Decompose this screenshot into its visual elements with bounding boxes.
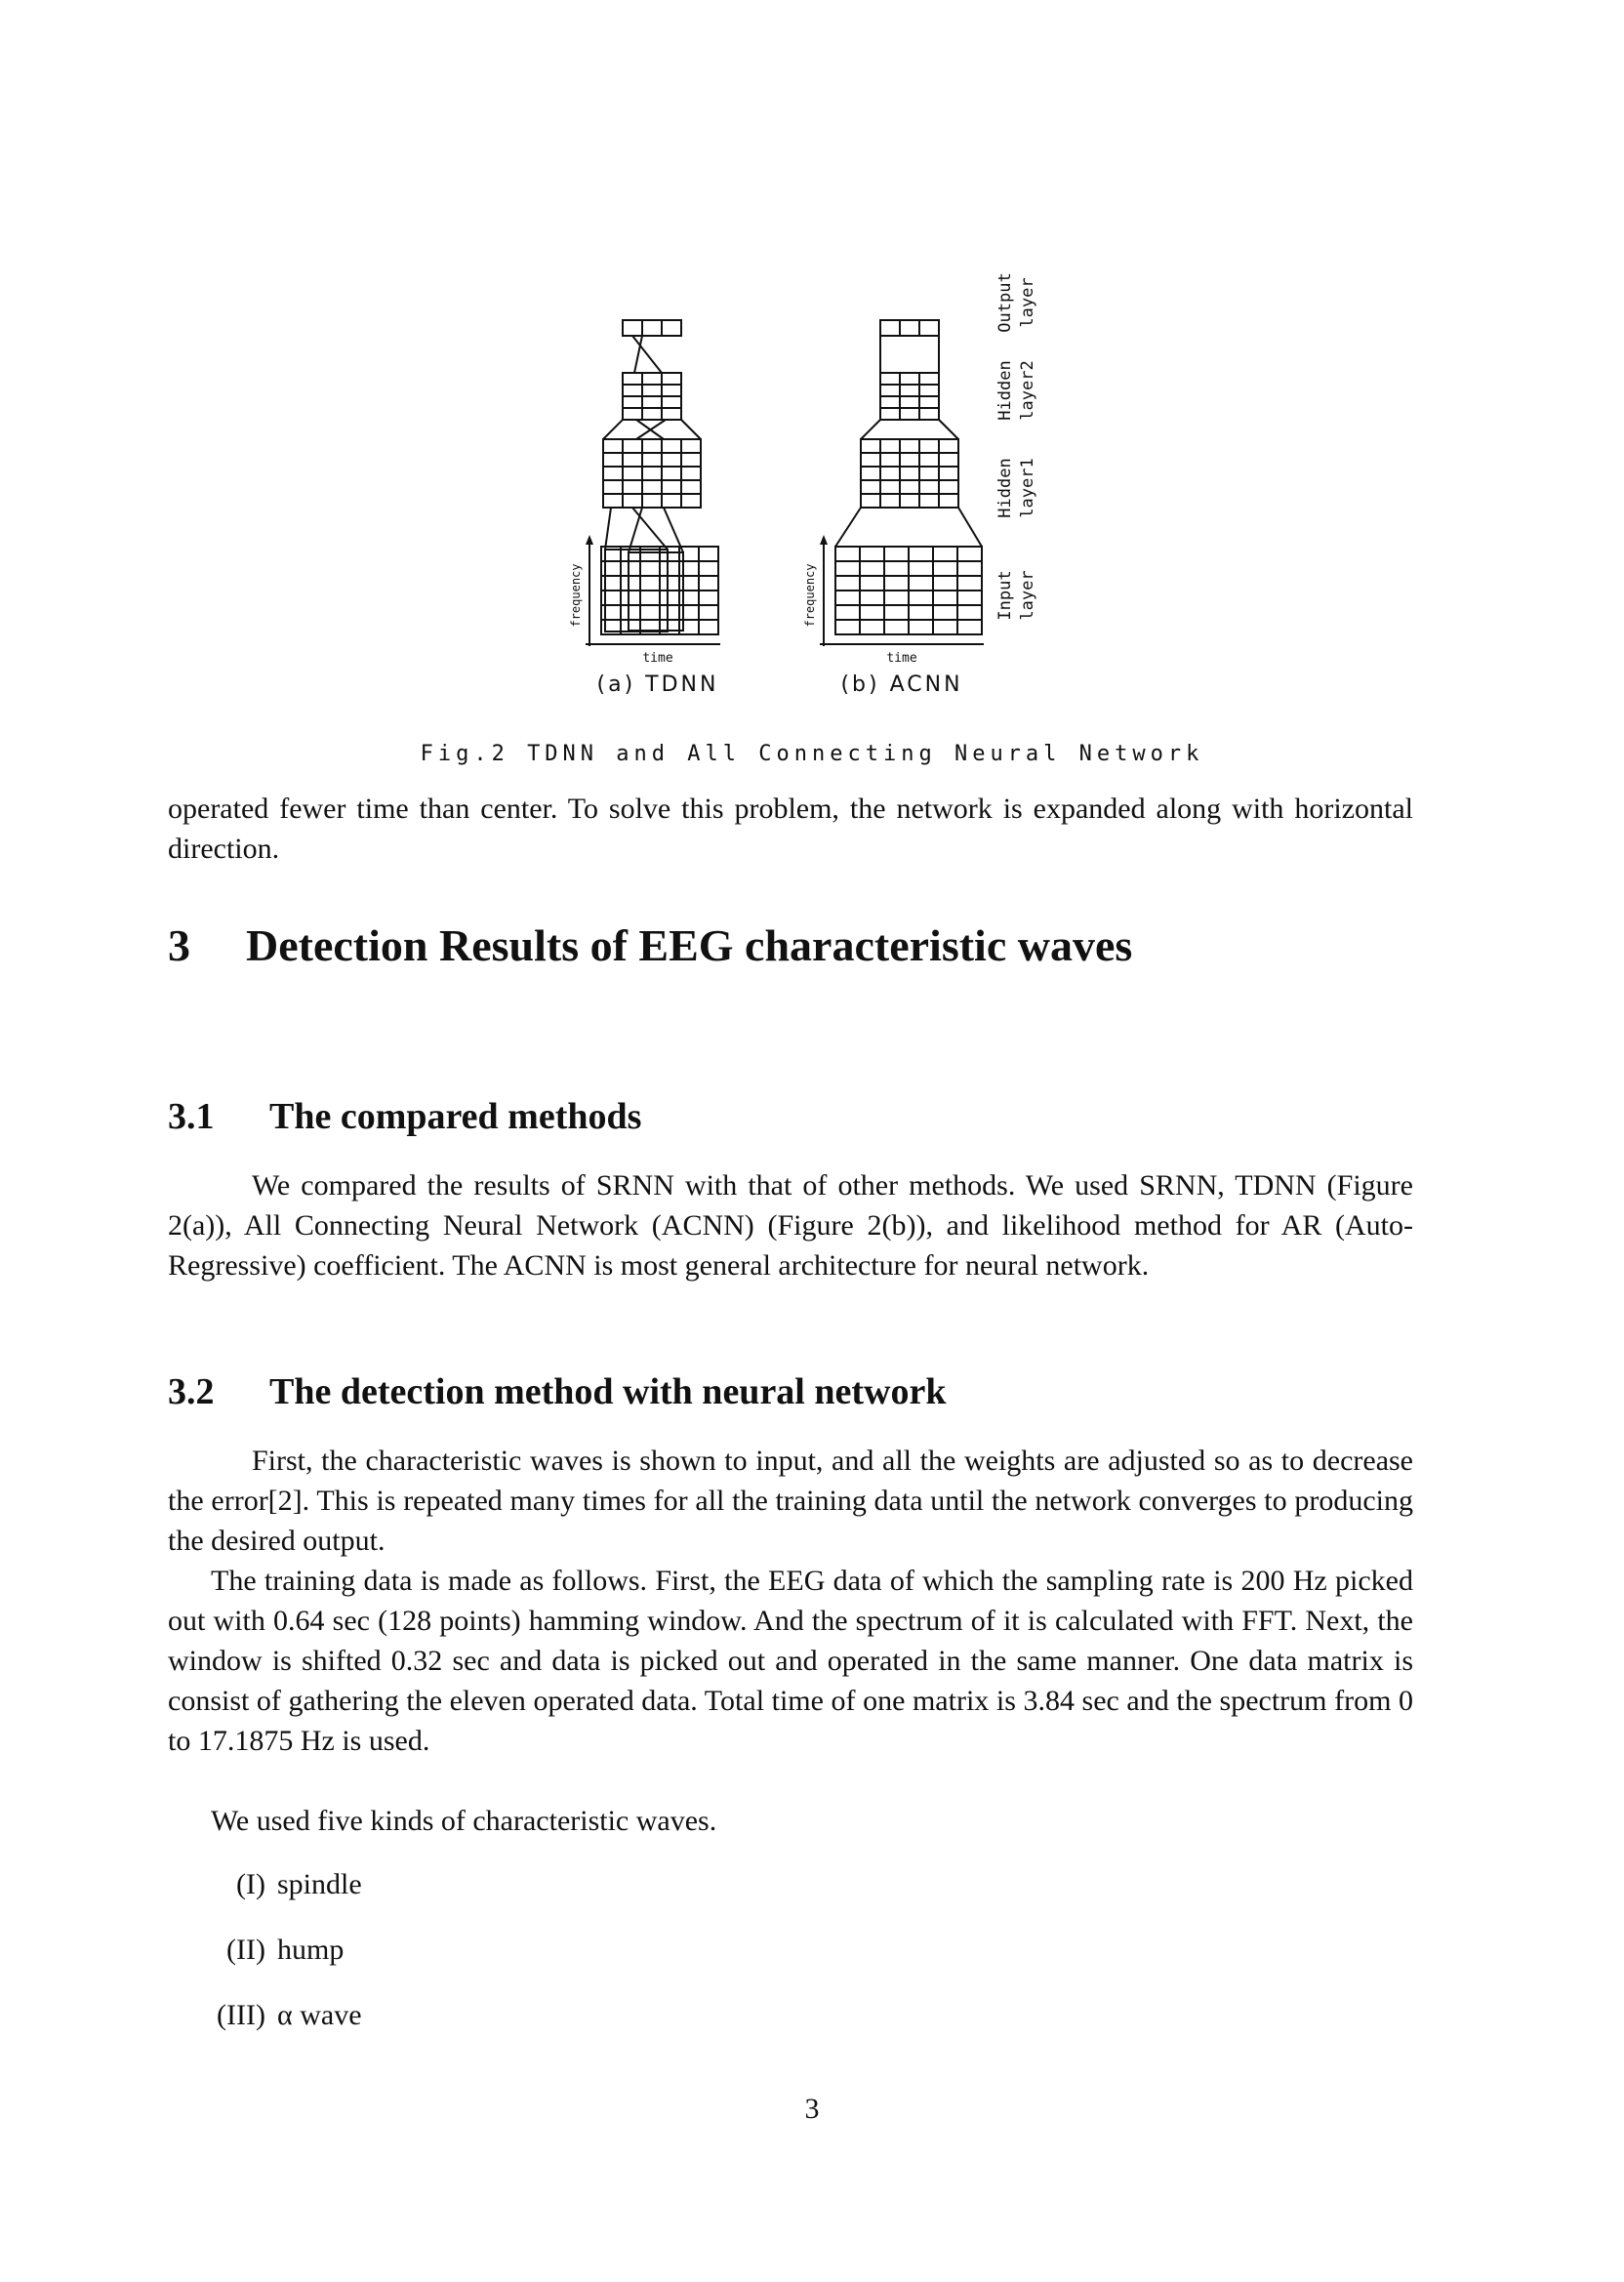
subsection-title: The detection method with neural network <box>269 1371 947 1412</box>
list-marker: (III) <box>217 1999 265 2031</box>
tdnn-hidden1-layer <box>603 439 701 508</box>
acnn-x-axis-label: time <box>886 651 917 666</box>
list-item <box>176 1999 362 2032</box>
list-marker: (II) <box>226 1934 265 1966</box>
list-text: hump <box>277 1934 345 1966</box>
hidden2-layer-label-2: layer2 <box>1018 360 1037 421</box>
tdnn-output-layer <box>623 320 681 336</box>
list-item <box>176 1934 344 1967</box>
output-layer-label-1: Output <box>995 272 1015 333</box>
section-heading <box>168 919 1132 971</box>
output-layer-label-2: layer <box>1018 277 1037 328</box>
input-layer-label-1: Input <box>995 570 1015 621</box>
intro-paragraph: operated fewer time than center. To solve this problem, the network is expanded along with horizontal direction. <box>168 793 1413 865</box>
figure-2 <box>527 264 1074 713</box>
subsection-heading-3-2 <box>168 1370 946 1413</box>
list-text: α wave <box>277 1999 362 2031</box>
list-text: spindle <box>277 1868 362 1900</box>
page-number: 3 <box>804 2093 820 2125</box>
acnn-hidden1-layer <box>861 439 958 508</box>
tdnn-y-axis-label: frequency <box>569 563 583 628</box>
subsection-number: 3.1 <box>168 1096 215 1137</box>
network-diagram <box>527 264 1074 713</box>
figure-caption: Fig.2 TDNN and All Connecting Neural Network <box>420 742 1204 766</box>
paragraph-detection-2: The training data is made as follows. First, the EEG data of which the sampling rate is 200 Hz picked out with 0.64 sec (128 points) hamming window. And the spectrum of it is calculated with FFT. Next, the window is shifted 0.32 sec and data is picked out and operated in the same manner. One data matrix is consist of gathering the eleven operated data. Total time of one matrix is 3.84 sec and the spectrum from 0 to 17.1875 Hz is used. <box>168 1565 1413 1757</box>
subsection-heading-3-1 <box>168 1095 641 1138</box>
list-item <box>176 1868 362 1901</box>
section-number: 3 <box>168 920 190 970</box>
acnn-output-layer <box>880 320 939 336</box>
tdnn-panel-label: (a) TDNN <box>596 672 719 697</box>
subsection-number: 3.2 <box>168 1371 215 1412</box>
section-title: Detection Results of EEG characteristic waves <box>246 920 1133 970</box>
paragraph-detection-1: First, the characteristic waves is shown to input, and all the weights are adjusted so as to decrease the error[2]. This is repeated many times for all the training data until the network converges to producing the desired output. <box>168 1445 1413 1557</box>
input-layer-label-2: layer <box>1018 570 1037 621</box>
acnn-panel-label: (b) ACNN <box>840 672 963 697</box>
paragraph-detection-3: We used five kinds of characteristic waves. <box>211 1805 717 1837</box>
hidden1-layer-label-2: layer1 <box>1018 458 1037 518</box>
list-marker: (I) <box>236 1868 265 1900</box>
subsection-title: The compared methods <box>269 1096 642 1137</box>
tdnn-x-axis-label: time <box>642 651 673 666</box>
hidden2-layer-label-1: Hidden <box>995 360 1015 421</box>
acnn-y-axis-label: frequency <box>803 563 817 628</box>
hidden1-layer-label-1: Hidden <box>995 458 1015 518</box>
paragraph-compared-methods: We compared the results of SRNN with that of other methods. We used SRNN, TDNN (Figure 2(a)), All Connecting Neural Network (ACNN) (Figure 2(b)), and likelihood method for AR (Auto-Regressive) coefficient. The ACNN is most general architecture for neural network. <box>168 1169 1413 1282</box>
